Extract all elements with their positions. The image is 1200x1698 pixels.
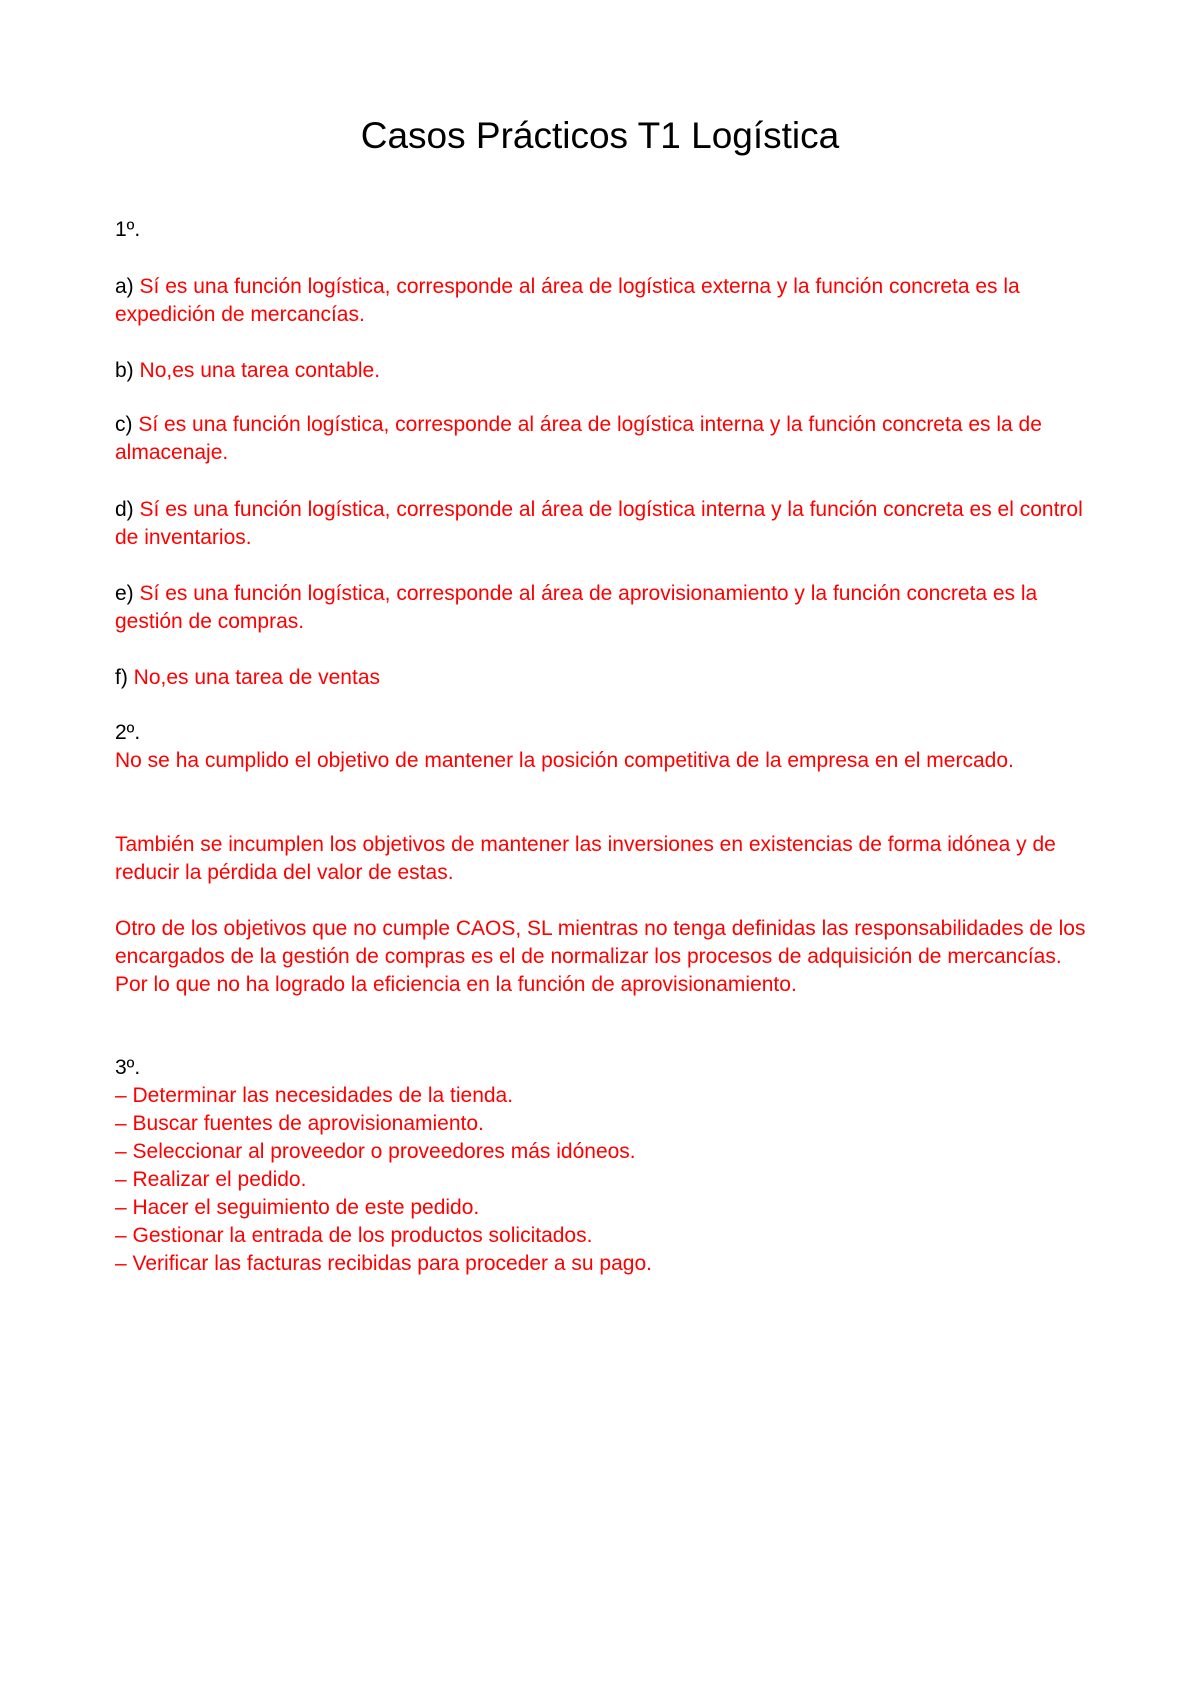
- answer-b-text: No,es una tarea contable.: [139, 359, 381, 382]
- answer-c-label: c): [115, 413, 133, 436]
- list-item: – Determinar las necesidades de la tienda.: [115, 1084, 514, 1107]
- answer-d-label: d): [115, 498, 134, 521]
- answer-d-text: Sí es una función logística, corresponde al área de logística interna y la función concreta es el control de inventarios.: [115, 498, 1083, 549]
- section-2-paragraph-2: También se incumplen los objetivos de mantener las inversiones en existencias de forma idónea y de reducir la pérdida del valor de estas.: [115, 833, 1056, 884]
- answer-c-text: Sí es una función logística, corresponde al área de logística interna y la función concreta es la de almacenaje.: [115, 413, 1042, 464]
- answer-f: [115, 664, 1095, 692]
- answer-c: [115, 411, 1095, 467]
- answer-a: [115, 273, 1095, 329]
- answer-e-label: e): [115, 582, 134, 605]
- section-3-step-list: [115, 1082, 1095, 1278]
- answer-f-label: f): [115, 666, 128, 689]
- page-title: Casos Prácticos T1 Logística: [360, 115, 840, 156]
- section-1-heading: 1º.: [115, 218, 141, 241]
- answer-d: [115, 496, 1095, 552]
- answer-b-label: b): [115, 359, 134, 382]
- list-item: – Realizar el pedido.: [115, 1168, 307, 1191]
- section-2-paragraph-1: No se ha cumplido el objetivo de mantener la posición competitiva de la empresa en el mercado.: [115, 749, 1014, 772]
- answer-a-text: Sí es una función logística, corresponde al área de logística externa y la función concreta es la expedición de mercancías.: [115, 275, 1020, 326]
- section-3-heading: 3º.: [115, 1056, 141, 1079]
- list-item: – Hacer el seguimiento de este pedido.: [115, 1196, 480, 1219]
- list-item: – Gestionar la entrada de los productos solicitados.: [115, 1224, 593, 1247]
- answer-f-text: No,es una tarea de ventas: [133, 666, 381, 689]
- answer-a-label: a): [115, 275, 134, 298]
- answer-e-text: Sí es una función logística, corresponde al área de aprovisionamiento y la función concreta es la gestión de compras.: [115, 582, 1038, 633]
- section-2-heading: 2º.: [115, 721, 141, 744]
- list-item: – Seleccionar al proveedor o proveedores más idóneos.: [115, 1140, 636, 1163]
- answer-b: [115, 357, 1095, 385]
- list-item: – Buscar fuentes de aprovisionamiento.: [115, 1112, 484, 1135]
- section-2-paragraph-3: Otro de los objetivos que no cumple CAOS, SL mientras no tenga definidas las responsabilidades de los encargados de la gestión de compras es el de normalizar los procesos de adquisición de mercancías. Por lo que no ha logrado la eficiencia en la función de aprovisionamiento.: [115, 917, 1086, 996]
- list-item: – Verificar las facturas recibidas para proceder a su pago.: [115, 1252, 652, 1275]
- answer-e: [115, 580, 1095, 636]
